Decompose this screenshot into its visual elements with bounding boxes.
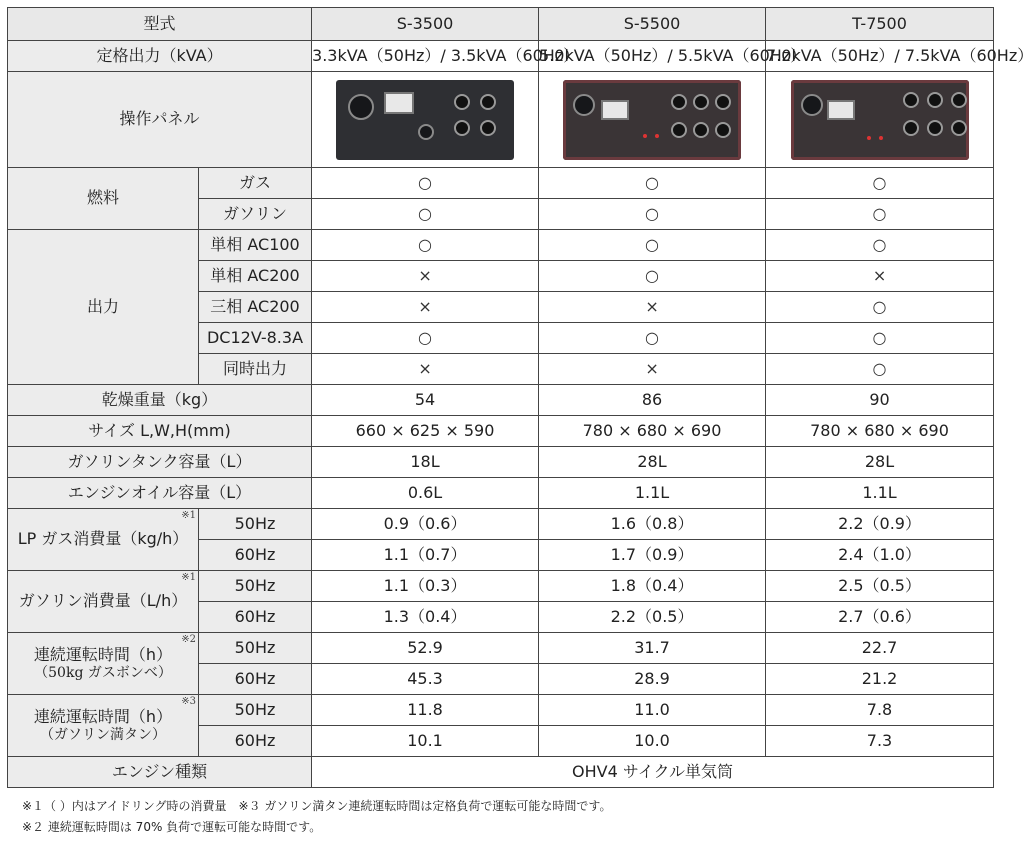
output-cell: ×: [539, 292, 766, 323]
engine-value: OHV4 サイクル単気筒: [312, 757, 994, 788]
runtime-gas-cell: 7.3: [766, 726, 994, 757]
panel-row: [8, 72, 994, 168]
tank-label: ガソリンタンク容量（L）: [8, 447, 312, 478]
runtime-gas-row: [8, 695, 994, 726]
output-cell: ○: [539, 323, 766, 354]
runtime-lp-sub: （50kg ガスボンベ）: [34, 664, 172, 681]
runtime-gas-cell: 10.1: [312, 726, 539, 757]
runtime-gas-sub: （ガソリン満タン）: [40, 726, 166, 743]
control-panel-image: [791, 80, 969, 160]
runtime-lp-cell: 52.9: [312, 633, 539, 664]
lp-consumption-note: ※1: [181, 510, 196, 521]
fuel-cell: ○: [539, 199, 766, 230]
rated-output-cell: 7.0kVA（50Hz）/ 7.5kVA（60Hz）: [766, 41, 994, 72]
runtime-gas-hz: 60Hz: [199, 726, 312, 757]
gas-consumption-cell: 1.8（0.4）: [539, 571, 766, 602]
gas-consumption-hz: 50Hz: [199, 571, 312, 602]
dry-weight-row: [8, 385, 994, 416]
fuel-sub-label: ガソリン: [199, 199, 312, 230]
dry-weight-cell: 54: [312, 385, 539, 416]
gas-consumption-cell: 1.3（0.4）: [312, 602, 539, 633]
fuel-cell: ○: [766, 168, 994, 199]
model-t7500: T-7500: [766, 8, 994, 41]
panel-label: 操作パネル: [8, 72, 312, 168]
size-row: [8, 416, 994, 447]
gas-consumption-cell: 2.7（0.6）: [766, 602, 994, 633]
fuel-label: 燃料: [8, 168, 199, 230]
output-sub-label: DC12V-8.3A: [199, 323, 312, 354]
gas-consumption-cell: 2.5（0.5）: [766, 571, 994, 602]
gas-consumption-row: [8, 571, 994, 602]
header-row: [8, 8, 994, 41]
lp-consumption-label-cell: [8, 509, 199, 571]
output-sub-label: 単相 AC200: [199, 261, 312, 292]
output-cell: ○: [539, 261, 766, 292]
spec-table: [7, 7, 1033, 788]
runtime-gas-cell: 11.8: [312, 695, 539, 726]
runtime-lp-note: ※2: [181, 634, 196, 645]
gas-consumption-label: ガソリン消費量（L/h）: [18, 591, 188, 611]
oil-row: [8, 478, 994, 509]
lp-consumption-cell: 1.1（0.7）: [312, 540, 539, 571]
fuel-cell: ○: [766, 199, 994, 230]
output-cell: ×: [312, 354, 539, 385]
output-cell: ○: [766, 230, 994, 261]
runtime-gas-cell: 11.0: [539, 695, 766, 726]
output-sub-label: 単相 AC100: [199, 230, 312, 261]
runtime-lp-hz: 60Hz: [199, 664, 312, 695]
dry-weight-cell: 90: [766, 385, 994, 416]
panel-image-cell: [539, 72, 766, 168]
output-cell: ○: [766, 292, 994, 323]
output-cell: ○: [766, 323, 994, 354]
runtime-gas-hz: 50Hz: [199, 695, 312, 726]
fuel-cell: ○: [539, 168, 766, 199]
runtime-lp-hz: 50Hz: [199, 633, 312, 664]
oil-cell: 1.1L: [766, 478, 994, 509]
lp-consumption-cell: 2.4（1.0）: [766, 540, 994, 571]
lp-consumption-hz: 50Hz: [199, 509, 312, 540]
oil-cell: 1.1L: [539, 478, 766, 509]
output-row: [8, 230, 994, 261]
output-cell: ○: [312, 230, 539, 261]
rated-output-cell: 5.0kVA（50Hz）/ 5.5kVA（60Hz）: [539, 41, 766, 72]
oil-cell: 0.6L: [312, 478, 539, 509]
size-cell: 780 × 680 × 690: [766, 416, 994, 447]
output-sub-label: 三相 AC200: [199, 292, 312, 323]
dry-weight-cell: 86: [539, 385, 766, 416]
header-label: 型式: [8, 8, 312, 41]
output-cell: ○: [539, 230, 766, 261]
lp-consumption-label: LP ガス消費量（kg/h）: [17, 529, 189, 549]
rated-output-cell: 3.3kVA（50Hz）/ 3.5kVA（60Hz）: [312, 41, 539, 72]
model-s5500: S-5500: [539, 8, 766, 41]
tank-row: [8, 447, 994, 478]
gas-consumption-label-cell: [8, 571, 199, 633]
lp-consumption-cell: 1.6（0.8）: [539, 509, 766, 540]
gas-consumption-note: ※1: [181, 572, 196, 583]
lp-consumption-hz: 60Hz: [199, 540, 312, 571]
size-cell: 780 × 680 × 690: [539, 416, 766, 447]
runtime-gas-cell: 10.0: [539, 726, 766, 757]
tank-cell: 28L: [539, 447, 766, 478]
output-cell: ×: [312, 261, 539, 292]
lp-consumption-row: [8, 509, 994, 540]
runtime-gas-label: 連続運転時間（h）: [33, 707, 173, 727]
lp-consumption-cell: 0.9（0.6）: [312, 509, 539, 540]
size-cell: 660 × 625 × 590: [312, 416, 539, 447]
footnote-2: ※２ 連続運転時間は 70% 負荷で運転可能な時間です。: [22, 820, 322, 834]
runtime-lp-cell: 45.3: [312, 664, 539, 695]
runtime-gas-label-cell: [8, 695, 199, 757]
gas-consumption-hz: 60Hz: [199, 602, 312, 633]
fuel-row: [8, 168, 994, 199]
runtime-gas-cell: 7.8: [766, 695, 994, 726]
fuel-cell: ○: [312, 199, 539, 230]
runtime-lp-row: [8, 633, 994, 664]
rated-output-label: 定格出力（kVA）: [8, 41, 312, 72]
output-cell: ×: [312, 292, 539, 323]
runtime-lp-label-cell: [8, 633, 199, 695]
gas-consumption-cell: 2.2（0.5）: [539, 602, 766, 633]
dry-weight-label: 乾燥重量（kg）: [8, 385, 312, 416]
rated-output-row: [8, 41, 994, 72]
fuel-sub-label: ガス: [199, 168, 312, 199]
tank-cell: 28L: [766, 447, 994, 478]
control-panel-image: [336, 80, 514, 160]
engine-row: [8, 757, 994, 788]
oil-label: エンジンオイル容量（L）: [8, 478, 312, 509]
control-panel-image: [563, 80, 741, 160]
gas-consumption-cell: 1.1（0.3）: [312, 571, 539, 602]
model-s3500: S-3500: [312, 8, 539, 41]
output-cell: ○: [312, 323, 539, 354]
runtime-lp-cell: 22.7: [766, 633, 994, 664]
footnote-1: ※１（ ）内はアイドリング時の消費量 ※３ ガソリン満タン連続運転時間は定格負荷で運転可能な時間です。: [22, 799, 612, 813]
output-label: 出力: [8, 230, 199, 385]
output-cell: ×: [766, 261, 994, 292]
runtime-lp-cell: 21.2: [766, 664, 994, 695]
runtime-lp-cell: 28.9: [539, 664, 766, 695]
panel-image-cell: [766, 72, 994, 168]
panel-image-cell: [312, 72, 539, 168]
output-sub-label: 同時出力: [199, 354, 312, 385]
output-cell: ×: [539, 354, 766, 385]
lp-consumption-cell: 1.7（0.9）: [539, 540, 766, 571]
output-cell: ○: [766, 354, 994, 385]
size-label: サイズ L,W,H(mm): [8, 416, 312, 447]
engine-label: エンジン種類: [8, 757, 312, 788]
fuel-cell: ○: [312, 168, 539, 199]
runtime-lp-label: 連続運転時間（h）: [33, 645, 173, 665]
runtime-gas-note: ※3: [181, 696, 196, 707]
runtime-lp-cell: 31.7: [539, 633, 766, 664]
lp-consumption-cell: 2.2（0.9）: [766, 509, 994, 540]
tank-cell: 18L: [312, 447, 539, 478]
